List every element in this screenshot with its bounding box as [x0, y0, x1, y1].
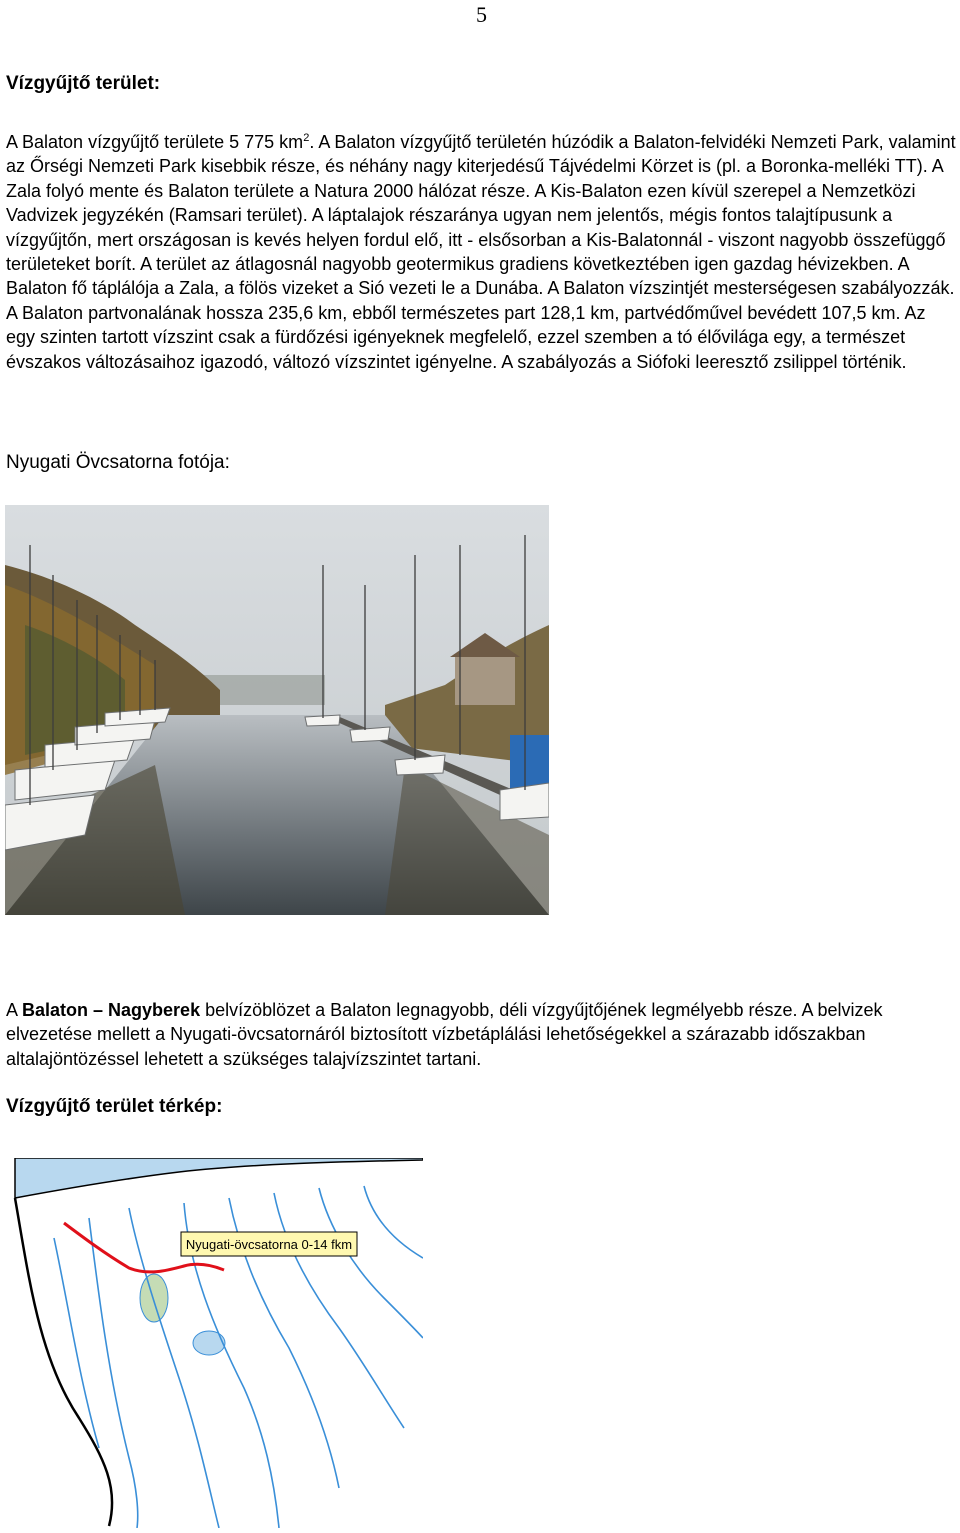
page-number: 5 [476, 2, 487, 27]
section-heading-watershed: Vízgyűjtő terület: [6, 73, 161, 94]
section-heading-map: Vízgyűjtő terület térkép: [6, 1096, 223, 1117]
photo-caption: Nyugati Övcsatorna fotója: [6, 452, 230, 473]
paragraph-text-start: A Balaton vízgyűjtő területe 5 775 km [6, 132, 304, 152]
canal-photo [5, 505, 549, 915]
paragraph-text-rest: . A Balaton vízgyűjtő területén húzódik a Balaton-felvidéki Nemzeti Park, valamint az Őrségi Nemzeti Park kisebbik része, és néhány nagy kiterjedésű Tájvédelmi Körzet is (pl. a Boronka-melléki TT). A Zala folyó mente és Balaton területe a Natura 2000 hálózat része. A Kis-Balaton ezen kívül szerepel a Nemzetközi Vadvizek jegyzékén (Ramsari terület). A láptalajok részaránya ugyan nem jelentős, mégis fontos talajtípusunk a vízgyűjtőn, mert országosan is kevés helyen fordul elő, itt - elsősorban a Kis-Balatonnál - viszont nagyobb összefüggő területeket borít. A terület az átlagosnál nagyobb geotermikus gradiens következtében igen gazdag hévizekben. A Balaton fő táplálója a Zala, a fölös vizeket a Sió vezeti le a Dunába. A Balaton vízszintjét mesterségesen szabályozzák. A Balaton partvonalának hossza 235,6 km, ebből természetes part 128,1 km, partvédőművel bevédett 107,5 km. Az egy szinten tartott vízszint csak a fürdőzési igényeknek megfelelő, ezzel szemben a tó élővilága egy, a természet évszakos változásaihoz igazodó, változó vízszintet igényelne. A szabályozás a Siófoki leeresztő zsilippel történik. [6, 132, 956, 372]
watershed-map [9, 1158, 423, 1528]
nagyberek-lead: A [6, 1000, 23, 1020]
nagyberek-bold: Balaton – Nagyberek [22, 1000, 201, 1020]
watershed-paragraph [6, 126, 958, 374]
nagyberek-paragraph [6, 998, 958, 1071]
superscript-2: 2 [303, 132, 310, 144]
nagyberek-rest: belvízöblözet a Balaton legnagyobb, déli vízgyűjtőjének legmélyebb része. A belvizek elvezetése mellett a Nyugati-övcsatornáról biztosított vízbetáplálási lehetőségekkel a szárazabb időszakban altalajöntözéssel lehetett a szükséges talajvízszintet tartani. [6, 1000, 883, 1069]
map-label: Nyugati-övcsatorna 0-14 fkm [185, 1237, 353, 1252]
